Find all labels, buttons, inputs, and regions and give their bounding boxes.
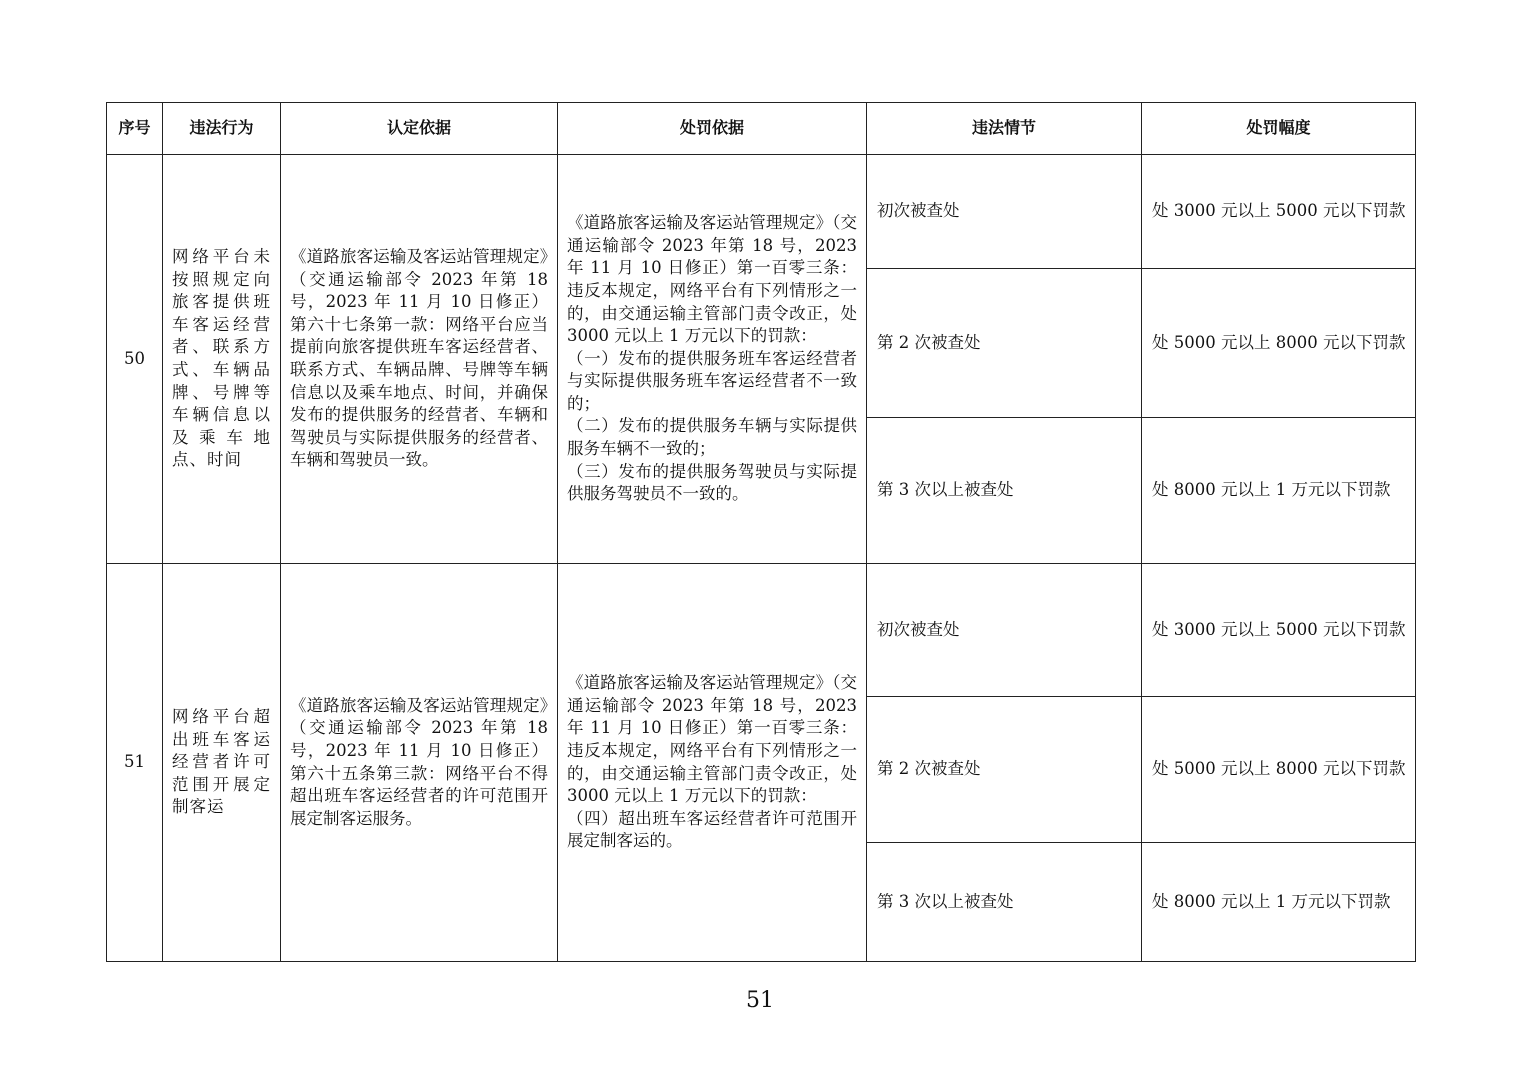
penalty-basis-item: （三）发布的提供服务驾驶员与实际提供服务驾驶员不一致的。 <box>567 461 857 504</box>
row-penalty-range: 处 8000 元以上 1 万元以下罚款 <box>1142 418 1416 564</box>
row-violation: 网络平台未按照规定向旅客提供班车客运经营者、联系方式、车辆品牌、号牌等车辆信息以及乘车地点、时间 <box>163 155 281 564</box>
row-penalty-range: 处 5000 元以上 8000 元以下罚款 <box>1142 697 1416 843</box>
row-determination-basis: 《道路旅客运输及客运站管理规定》（交通运输部令 2023 年第 18 号，2023 年 11 月 10 日修正）第六十五条第三款：网络平台不得超出班车客运经营者的许可范围开展定制客运服务。 <box>281 564 558 962</box>
row-penalty-range: 处 5000 元以上 8000 元以下罚款 <box>1142 269 1416 418</box>
row-circumstance: 第 2 次被查处 <box>867 697 1142 843</box>
header-violation: 违法行为 <box>163 103 281 155</box>
header-circumstance: 违法情节 <box>867 103 1142 155</box>
header-seq: 序号 <box>107 103 163 155</box>
row-penalty-range: 处 8000 元以上 1 万元以下罚款 <box>1142 843 1416 962</box>
row-penalty-basis <box>558 155 867 564</box>
row-determination-basis: 《道路旅客运输及客运站管理规定》（交通运输部令 2023 年第 18 号，2023 年 11 月 10 日修正）第六十七条第一款：网络平台应当提前向旅客提供班车客运经营者、联系方式、车辆品牌、号牌等车辆信息以及乘车地点、时间，并确保发布的提供服务的经营者、车辆和驾驶员与实际提供服务的经营者、车辆和驾驶员一致。 <box>281 155 558 564</box>
penalty-basis-item: （二）发布的提供服务车辆与实际提供服务车辆不一致的； <box>567 416 857 459</box>
header-determination-basis: 认定依据 <box>281 103 558 155</box>
page-number: 51 <box>746 988 774 1013</box>
table-row <box>107 155 1416 269</box>
row-seq: 50 <box>107 155 163 564</box>
table-row <box>107 564 1416 697</box>
penalty-basis-item: （四）超出班车客运经营者许可范围开展定制客运的。 <box>567 808 857 851</box>
penalty-table <box>106 102 1416 962</box>
penalty-basis-paragraph: 《道路旅客运输及客运站管理规定》（交通运输部令 2023 年第 18 号，2023 年 11 月 10 日修正）第一百零三条：违反本规定，网络平台有下列情形之一的，由交通运输主管部门责令改正，处 3000 元以上 1 万元以下的罚款： <box>567 673 857 806</box>
header-penalty-range: 处罚幅度 <box>1142 103 1416 155</box>
header-penalty-basis: 处罚依据 <box>558 103 867 155</box>
penalty-basis-paragraph: 《道路旅客运输及客运站管理规定》（交通运输部令 2023 年第 18 号，2023 年 11 月 10 日修正）第一百零三条：违反本规定，网络平台有下列情形之一的，由交通运输主管部门责令改正，处 3000 元以上 1 万元以下的罚款： <box>567 213 857 346</box>
row-circumstance: 初次被查处 <box>867 155 1142 269</box>
row-circumstance: 第 2 次被查处 <box>867 269 1142 418</box>
row-penalty-range: 处 3000 元以上 5000 元以下罚款 <box>1142 564 1416 697</box>
row-circumstance: 第 3 次以上被查处 <box>867 418 1142 564</box>
row-violation: 网络平台超出班车客运经营者许可范围开展定制客运 <box>163 564 281 962</box>
row-seq: 51 <box>107 564 163 962</box>
row-circumstance: 第 3 次以上被查处 <box>867 843 1142 962</box>
table-header-row <box>107 103 1416 155</box>
penalty-basis-item: （一）发布的提供服务班车客运经营者与实际提供服务班车客运经营者不一致的； <box>567 348 857 413</box>
row-penalty-range: 处 3000 元以上 5000 元以下罚款 <box>1142 155 1416 269</box>
row-penalty-basis <box>558 564 867 962</box>
row-circumstance: 初次被查处 <box>867 564 1142 697</box>
